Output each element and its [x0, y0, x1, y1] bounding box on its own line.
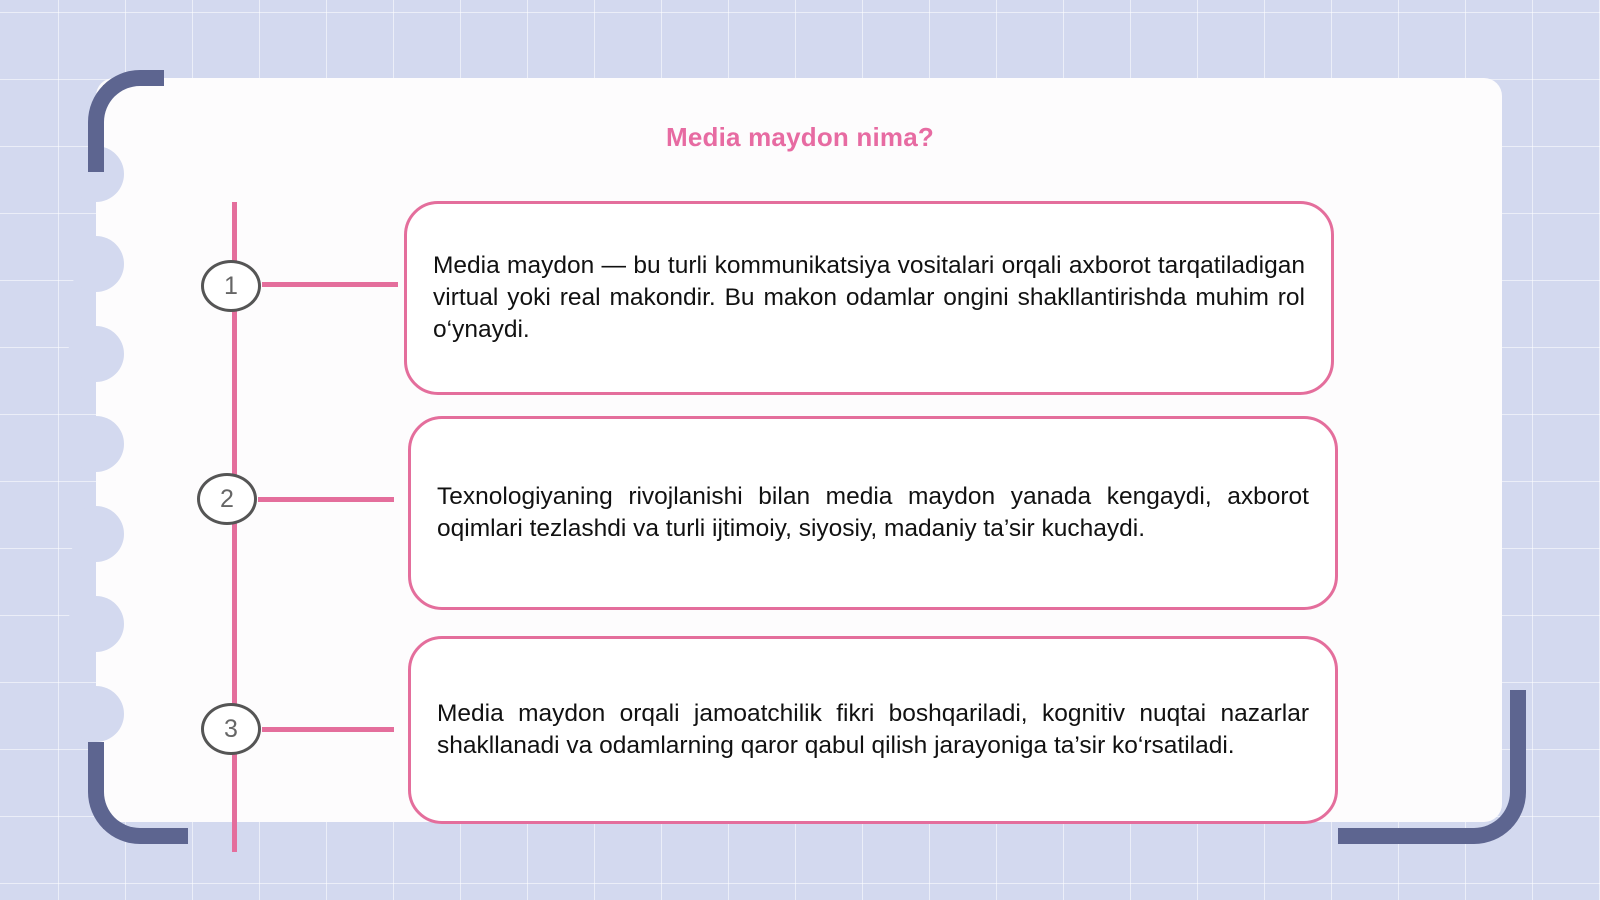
- content-box-3: [408, 636, 1338, 824]
- step-number-2: 2: [197, 473, 257, 525]
- timeline-connector-2: [258, 497, 394, 502]
- notch-5: [68, 506, 124, 562]
- slide-title: Media maydon nima?: [666, 122, 934, 152]
- content-text-1: Media maydon — bu turli kommunikatsiya vositalari orqali axborot tarqatiladigan virtual yoki real makondir. Bu makon odamlar ongini shakllantirishda muhim rol o‘ynaydi.: [433, 252, 1305, 343]
- step-number-3: 3: [201, 703, 261, 755]
- notch-2: [68, 236, 124, 292]
- timeline-connector-1: [262, 282, 398, 287]
- content-text-3: Media maydon orqali jamoatchilik fikri boshqariladi, kognitiv nuqtai nazarlar shakllanadi va odamlarning qaror qabul qilish jarayoniga ta’sir ko‘rsatiladi.: [437, 700, 1309, 759]
- notch-7: [68, 686, 124, 742]
- notch-3: [68, 326, 124, 382]
- notch-4: [68, 416, 124, 472]
- frame-corner-bottom-right: [1338, 690, 1526, 844]
- frame-corner-bottom-left: [88, 742, 188, 844]
- timeline-connector-3: [262, 727, 394, 732]
- content-box-2: [408, 416, 1338, 610]
- notch-6: [68, 596, 124, 652]
- content-text-2: Texnologiyaning rivojlanishi bilan media maydon yanada kengaydi, axborot oqimlari tezlashdi va turli ijtimoiy, siyosiy, madaniy ta’sir kuchaydi.: [437, 483, 1309, 542]
- step-number-1: 1: [201, 260, 261, 312]
- content-box-1: [404, 201, 1334, 395]
